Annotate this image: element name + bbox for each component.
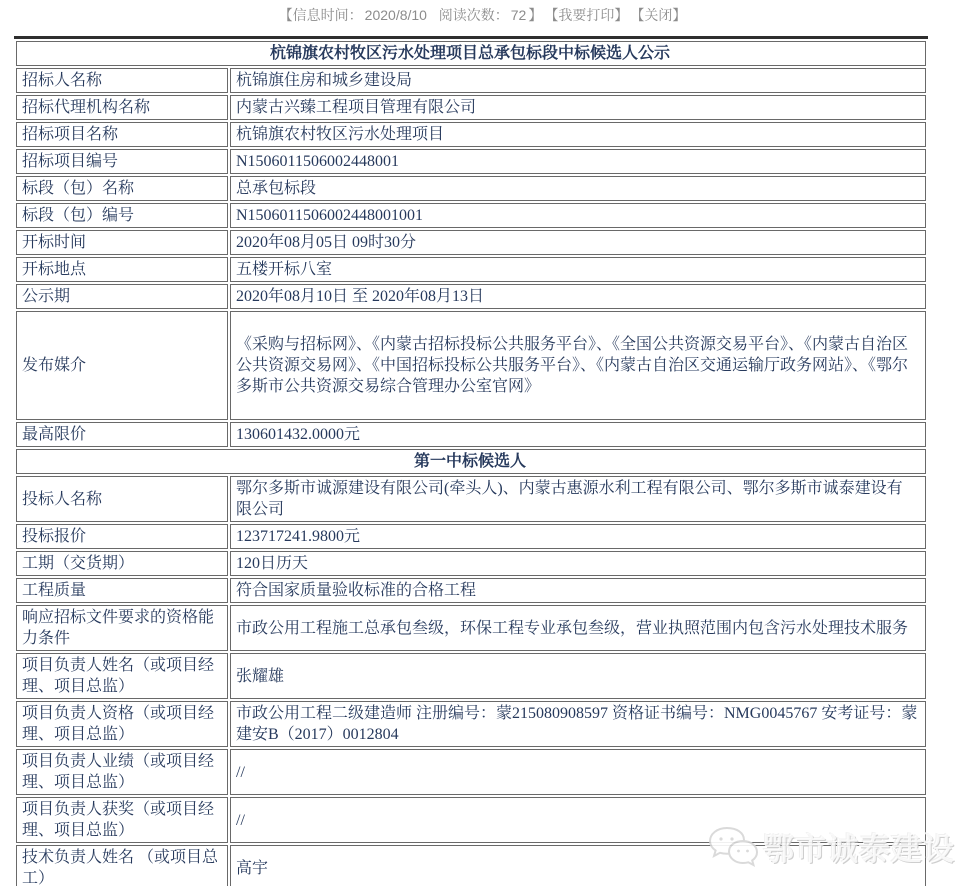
page-title: 杭锦旗农村牧区污水处理项目总承包标段中标候选人公示 bbox=[16, 41, 926, 66]
table-row bbox=[16, 653, 926, 699]
row-value: 120日历天 bbox=[230, 551, 926, 576]
section-header-row bbox=[16, 449, 926, 474]
row-label: 公示期 bbox=[16, 284, 228, 309]
row-value: // bbox=[230, 749, 926, 795]
table-row bbox=[16, 845, 926, 886]
table-row bbox=[16, 68, 926, 93]
row-value: // bbox=[230, 797, 926, 843]
table-row bbox=[16, 95, 926, 120]
row-value: 符合国家质量验收标准的合格工程 bbox=[230, 578, 926, 603]
table-row-publish-media bbox=[16, 311, 926, 420]
row-label: 投标报价 bbox=[16, 524, 228, 549]
table-row bbox=[16, 257, 926, 282]
row-label: 最高限价 bbox=[16, 422, 228, 447]
row-label: 招标代理机构名称 bbox=[16, 95, 228, 120]
announcement-table-wrapper bbox=[14, 36, 965, 886]
table-row bbox=[16, 203, 926, 228]
row-label: 工程质量 bbox=[16, 578, 228, 603]
table-row bbox=[16, 551, 926, 576]
row-value: N1506011506002448001001 bbox=[230, 203, 926, 228]
close-button[interactable]: 【关闭】 bbox=[630, 7, 687, 23]
info-time-close: 】 bbox=[528, 7, 543, 23]
row-label: 标段（包）名称 bbox=[16, 176, 228, 201]
row-label: 技术负责人姓名 （或项目总工） bbox=[16, 845, 228, 886]
print-button[interactable]: 【我要打印】 bbox=[544, 7, 629, 23]
first-candidate-section-header: 第一中标候选人 bbox=[16, 449, 926, 474]
table-row bbox=[16, 797, 926, 843]
row-value: 高宇 bbox=[230, 845, 926, 886]
row-label: 开标地点 bbox=[16, 257, 228, 282]
row-label: 工期（交货期） bbox=[16, 551, 228, 576]
row-label: 招标项目名称 bbox=[16, 122, 228, 147]
row-value: 内蒙古兴臻工程项目管理有限公司 bbox=[230, 95, 926, 120]
table-row bbox=[16, 422, 926, 447]
views-value: 72 bbox=[510, 7, 527, 23]
row-value: 鄂尔多斯市诚源建设有限公司(牵头人)、内蒙古惠源水利工程有限公司、鄂尔多斯市诚泰建设有限公司 bbox=[230, 476, 926, 522]
row-label: 发布媒介 bbox=[16, 311, 228, 420]
info-time-value: 2020/8/10 bbox=[364, 7, 427, 23]
table-row bbox=[16, 605, 926, 651]
row-value: 杭锦旗农村牧区污水处理项目 bbox=[230, 122, 926, 147]
row-value: 123717241.9800元 bbox=[230, 524, 926, 549]
row-value: 张耀雄 bbox=[230, 653, 926, 699]
row-label: 项目负责人姓名（或项目经理、项目总监） bbox=[16, 653, 228, 699]
announcement-table bbox=[14, 36, 928, 886]
row-value: 杭锦旗住房和城乡建设局 bbox=[230, 68, 926, 93]
row-value: 五楼开标八室 bbox=[230, 257, 926, 282]
row-value: 2020年08月10日 至 2020年08月13日 bbox=[230, 284, 926, 309]
spacer bbox=[429, 7, 437, 23]
row-label: 招标项目编号 bbox=[16, 149, 228, 174]
row-label: 招标人名称 bbox=[16, 68, 228, 93]
row-value: 总承包标段 bbox=[230, 176, 926, 201]
watermark-text: 鄂市诚泰建设 bbox=[763, 832, 955, 867]
table-row bbox=[16, 122, 926, 147]
row-value: 130601432.0000元 bbox=[230, 422, 926, 447]
row-value: N1506011506002448001 bbox=[230, 149, 926, 174]
row-label: 响应招标文件要求的资格能力条件 bbox=[16, 605, 228, 651]
row-value: 市政公用工程施工总承包叁级，环保工程专业承包叁级，营业执照范围内包含污水处理技术服务 bbox=[230, 605, 926, 651]
row-value: 2020年08月05日 09时30分 bbox=[230, 230, 926, 255]
table-title-row bbox=[16, 41, 926, 66]
row-label: 投标人名称 bbox=[16, 476, 228, 522]
row-label: 开标时间 bbox=[16, 230, 228, 255]
table-row bbox=[16, 176, 926, 201]
table-row bbox=[16, 284, 926, 309]
row-label: 项目负责人资格（或项目经理、项目总监） bbox=[16, 701, 228, 747]
row-value: 《采购与招标网》、《内蒙古招标投标公共服务平台》、《全国公共资源交易平台》、《内蒙古自治区公共资源交易网》、《中国招标投标公共服务平台》、《内蒙古自治区交通运输厅政务网站》、《鄂尔多斯市公共资源交易综合管理办公室官网》 bbox=[230, 311, 926, 420]
row-label: 标段（包）编号 bbox=[16, 203, 228, 228]
info-bar bbox=[0, 0, 965, 30]
row-value: 市政公用工程二级建造师 注册编号：蒙215080908597 资格证书编号：NMG0045767 安考证号：蒙建安B（2017）0012804 bbox=[230, 701, 926, 747]
row-label: 项目负责人获奖（或项目经理、项目总监） bbox=[16, 797, 228, 843]
row-label: 项目负责人业绩（或项目经理、项目总监） bbox=[16, 749, 228, 795]
views-label: 阅读次数： bbox=[438, 7, 509, 23]
table-row bbox=[16, 149, 926, 174]
table-row bbox=[16, 524, 926, 549]
table-row bbox=[16, 230, 926, 255]
table-row bbox=[16, 476, 926, 522]
table-row bbox=[16, 578, 926, 603]
info-time-open: 【信息时间： bbox=[278, 7, 363, 23]
table-row bbox=[16, 701, 926, 747]
table-row bbox=[16, 749, 926, 795]
